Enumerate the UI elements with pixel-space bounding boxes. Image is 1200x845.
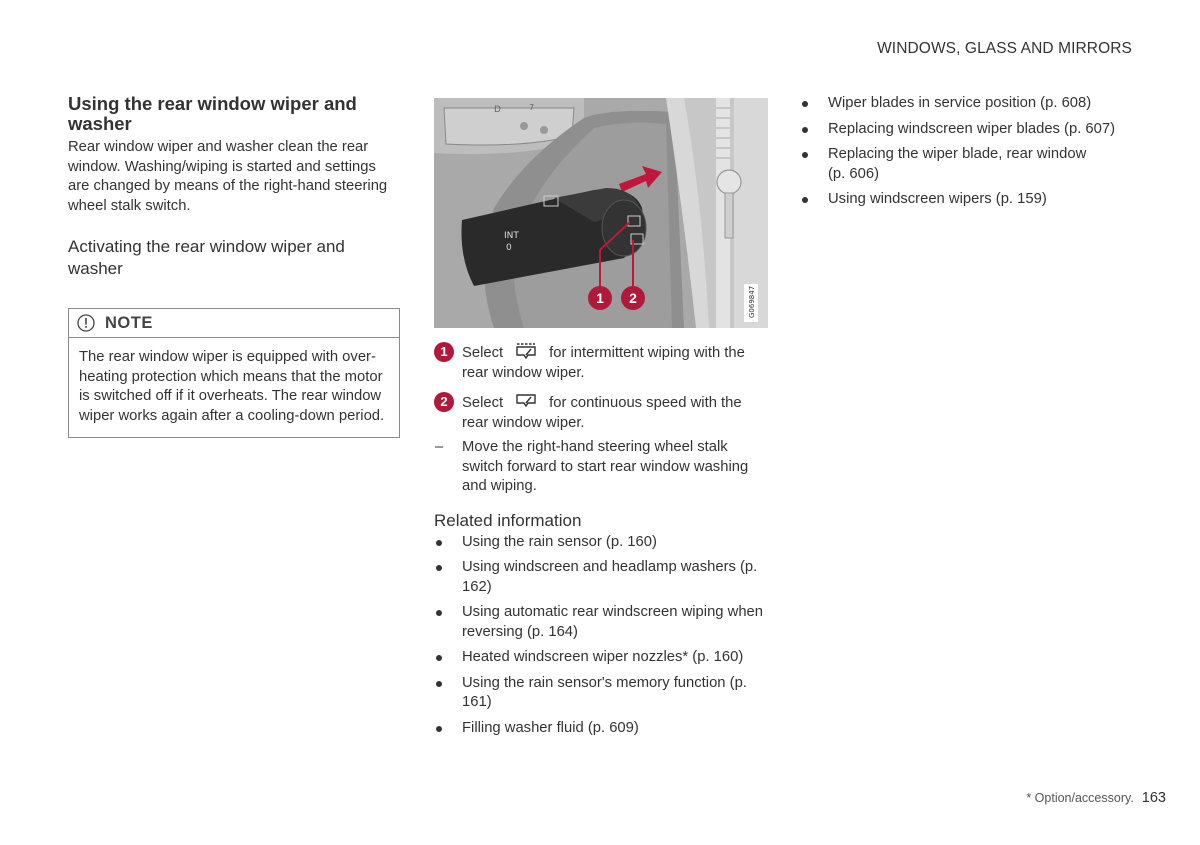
related-item[interactable] bbox=[434, 674, 768, 713]
related-item-text: Heated windscreen wiper nozzles* (p. 160) bbox=[462, 649, 744, 665]
bullet-dot bbox=[802, 101, 808, 107]
bullet-dot bbox=[802, 197, 808, 203]
image-code: G069847 bbox=[748, 285, 756, 318]
bullet-dot bbox=[436, 610, 442, 616]
bullet-dot bbox=[436, 565, 442, 571]
related-item-text: Using automatic rear windscreen wiping when reversing (p. 164) bbox=[462, 604, 764, 640]
related-item[interactable] bbox=[800, 94, 1140, 114]
note-box bbox=[68, 308, 400, 438]
subheading: Activating the rear window wiper and washer bbox=[68, 237, 345, 278]
step-number: 2 bbox=[434, 392, 454, 412]
note-body: The rear window wiper is equipped with over-heating protection which means that the motor is switched off if it overheats. The rear window wiper works again after a cooling-down period. bbox=[79, 349, 385, 424]
stalk-figure-svg bbox=[434, 98, 768, 328]
callout-1: 1 bbox=[596, 290, 604, 306]
stalk-label-zero: 0 bbox=[506, 243, 512, 253]
related-list bbox=[434, 533, 768, 739]
related-item-text: Filling washer fluid (p. 609) bbox=[462, 719, 639, 736]
related-item[interactable] bbox=[800, 120, 1140, 140]
related-item-text: Using the rain sensor (p. 160) bbox=[462, 533, 657, 550]
bullet-dot bbox=[436, 655, 442, 661]
instruction-text: Move the right-hand steering wheel stalk switch forward to start rear window washing and wiping. bbox=[462, 439, 749, 494]
bullet-dot bbox=[436, 681, 442, 687]
svg-text:D: D bbox=[494, 105, 501, 115]
bullet-dot bbox=[436, 540, 442, 546]
steps-list bbox=[434, 342, 768, 497]
column-left bbox=[68, 94, 400, 438]
stalk-label-int: INT bbox=[504, 231, 519, 241]
bullet-dot bbox=[802, 127, 808, 133]
related-item[interactable] bbox=[800, 190, 1140, 210]
related-item-text: Using windscreen and headlamp washers (p. 162) bbox=[462, 559, 758, 595]
rear-wiper-intermittent-icon bbox=[515, 342, 537, 360]
dash-marker: – bbox=[435, 439, 444, 455]
callout-2: 2 bbox=[629, 290, 637, 306]
step-1 bbox=[434, 342, 768, 383]
page-heading: Using the rear window wiper and washer bbox=[68, 93, 357, 134]
step-number: 1 bbox=[434, 342, 454, 362]
rear-wiper-continuous-icon bbox=[515, 392, 537, 410]
note-title: NOTE bbox=[105, 313, 153, 332]
section-title: WINDOWS, GLASS AND MIRRORS bbox=[877, 40, 1132, 57]
related-item-text: Replacing the wiper blade, rear window (p. 606) bbox=[828, 146, 1087, 182]
note-header bbox=[69, 309, 399, 338]
footnote: * Option/accessory. bbox=[1026, 791, 1134, 805]
column-middle bbox=[434, 98, 768, 744]
column-right bbox=[800, 94, 1140, 216]
bullet-dot bbox=[802, 152, 808, 158]
related-item-text: Replacing windscreen wiper blades (p. 607) bbox=[828, 120, 1116, 137]
step-text-after: for continuous speed with the rear window wiper. bbox=[462, 395, 742, 431]
steering-stalk-illustration bbox=[434, 98, 768, 328]
bullet-dot bbox=[436, 726, 442, 732]
related-item[interactable] bbox=[434, 719, 768, 739]
page-number: 163 bbox=[1141, 790, 1166, 806]
related-item-text: Using windscreen wipers (p. 159) bbox=[828, 191, 1047, 207]
related-item[interactable] bbox=[434, 533, 768, 553]
page-footer bbox=[1026, 790, 1166, 806]
step-2 bbox=[434, 392, 768, 433]
related-list-continued bbox=[800, 94, 1140, 210]
step-text-after: for intermittent wiping with the rear window wiper. bbox=[462, 345, 745, 381]
step-text-before: Select bbox=[462, 345, 504, 361]
svg-text:7: 7 bbox=[529, 103, 535, 112]
related-item-text: Using the rain sensor's memory function (p. 161) bbox=[462, 674, 747, 710]
related-item[interactable] bbox=[434, 648, 768, 668]
step-text-before: Select bbox=[462, 395, 504, 411]
related-item[interactable] bbox=[800, 145, 1140, 184]
info-icon bbox=[77, 314, 95, 332]
related-item[interactable] bbox=[434, 558, 768, 597]
related-heading: Related information bbox=[434, 510, 582, 530]
related-item-text: Wiper blades in service position (p. 608) bbox=[828, 95, 1092, 111]
instruction-step bbox=[434, 438, 768, 497]
intro-paragraph: Rear window wiper and washer clean the rear window. Washing/wiping is started and settings are changed by means of the right-hand steering wheel stalk switch. bbox=[68, 139, 388, 214]
related-item[interactable] bbox=[434, 603, 768, 642]
